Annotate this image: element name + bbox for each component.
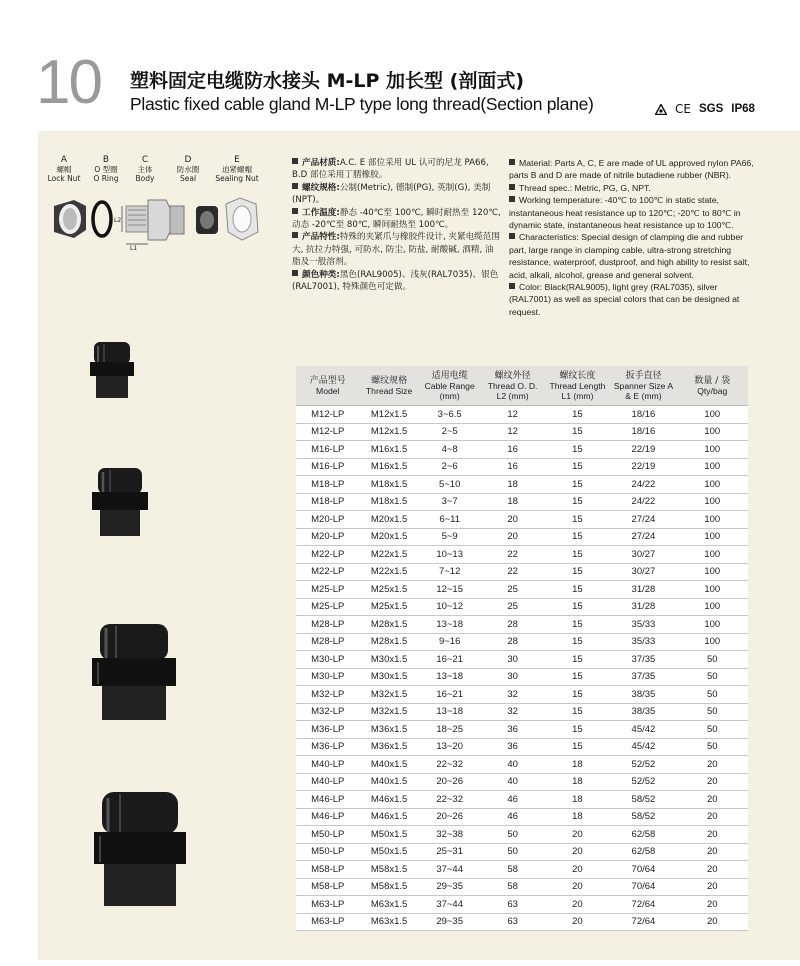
cell-spanner-size: 52/52: [610, 756, 676, 774]
o-ring-part: [93, 202, 111, 236]
cell-cable-range: 12~15: [419, 581, 481, 599]
cell-cable-range: 22~32: [419, 756, 481, 774]
cell-spanner-size: 18/16: [610, 406, 676, 424]
cell-qty: 100: [677, 511, 748, 529]
cell-qty: 20: [677, 756, 748, 774]
cell-cable-range: 29~35: [419, 913, 481, 931]
col-header-thread-length: 螺纹长度 Thread Length L1 (mm): [545, 366, 611, 406]
cell-spanner-size: 30/27: [610, 563, 676, 581]
cell-model: M40-LP: [296, 756, 360, 774]
cell-cable-range: 20~26: [419, 773, 481, 791]
tuv-triangle-icon: [655, 104, 667, 115]
cell-qty: 20: [677, 843, 748, 861]
cell-qty: 50: [677, 703, 748, 721]
table-row: [296, 511, 748, 529]
table-row: [296, 528, 748, 546]
table-header-row: [296, 366, 748, 406]
cell-thread-od: 30: [481, 651, 545, 669]
cell-qty: 100: [677, 476, 748, 494]
cell-thread-size: M32x1.5: [360, 703, 419, 721]
cell-thread-length: 15: [545, 546, 611, 564]
cell-thread-size: M20x1.5: [360, 511, 419, 529]
col-header-thread-size: 螺纹规格 Thread Size: [360, 366, 419, 406]
spec-cn-item: 产品材质:A.C. E 部位采用 UL 认可的尼龙 PA66, B.D 部位采用丁腈橡胶。: [292, 158, 489, 181]
cell-thread-length: 15: [545, 668, 611, 686]
cell-thread-size: M22x1.5: [360, 546, 419, 564]
cell-model: M30-LP: [296, 668, 360, 686]
cell-cable-range: 16~21: [419, 686, 481, 704]
cell-thread-od: 32: [481, 703, 545, 721]
cell-thread-length: 15: [545, 703, 611, 721]
spec-cn-item: 产品特性:特殊的夹紧爪与橡胶件设计, 夹紧电缆范围大, 抗拉力特强, 可防水, 防尘, 防盐, 耐酸碱, 酒精, 油脂及一般溶剂。: [292, 232, 500, 268]
cell-thread-length: 15: [545, 686, 611, 704]
spec-chinese: [292, 157, 502, 293]
cell-cable-range: 20~26: [419, 808, 481, 826]
cell-cable-range: 37~44: [419, 861, 481, 879]
table-row: [296, 738, 748, 756]
seal-part: [196, 206, 218, 234]
title-english: Plastic fixed cable gland M-LP type long thread(Section plane): [130, 94, 594, 114]
cell-model: M36-LP: [296, 738, 360, 756]
table-row: [296, 756, 748, 774]
cell-cable-range: 29~35: [419, 878, 481, 896]
cell-spanner-size: 70/64: [610, 878, 676, 896]
cell-thread-size: M46x1.5: [360, 791, 419, 809]
cell-qty: 20: [677, 861, 748, 879]
cell-thread-length: 20: [545, 826, 611, 844]
cell-qty: 50: [677, 738, 748, 756]
certification-marks: [655, 102, 755, 116]
cell-spanner-size: 62/58: [610, 843, 676, 861]
page-number: 10: [36, 48, 101, 117]
spec-table: [296, 366, 748, 931]
cell-thread-length: 15: [545, 441, 611, 459]
cell-model: M12-LP: [296, 423, 360, 441]
cell-spanner-size: 35/33: [610, 633, 676, 651]
sealing-nut-part: [226, 198, 258, 240]
table-row: [296, 633, 748, 651]
table-row: [296, 913, 748, 931]
cell-model: M12-LP: [296, 406, 360, 424]
cell-cable-range: 32~38: [419, 826, 481, 844]
cell-cable-range: 2~5: [419, 423, 481, 441]
cell-thread-length: 15: [545, 616, 611, 634]
cell-qty: 100: [677, 528, 748, 546]
cell-spanner-size: 18/16: [610, 423, 676, 441]
cell-spanner-size: 72/64: [610, 896, 676, 914]
cell-thread-length: 15: [545, 476, 611, 494]
cell-thread-length: 15: [545, 721, 611, 739]
cell-model: M28-LP: [296, 633, 360, 651]
cell-thread-length: 20: [545, 913, 611, 931]
l1-dimension-label: L1: [130, 245, 138, 250]
cell-thread-size: M63x1.5: [360, 896, 419, 914]
cell-qty: 100: [677, 546, 748, 564]
cell-qty: 100: [677, 563, 748, 581]
cell-thread-size: M50x1.5: [360, 843, 419, 861]
table-row: [296, 616, 748, 634]
spec-cn-item: 螺纹规格:公制(Metric), 德制(PG), 英制(G), 美制(NPT)。: [292, 182, 491, 206]
table-body: [296, 406, 748, 931]
table-row: [296, 476, 748, 494]
title-chinese: 塑料固定电缆防水接头 M-LP 加长型 (剖面式): [130, 70, 525, 92]
product-image-xlarge: [90, 784, 190, 914]
table-row: [296, 441, 748, 459]
cell-spanner-size: 37/35: [610, 668, 676, 686]
cell-thread-od: 58: [481, 861, 545, 879]
cell-model: M40-LP: [296, 773, 360, 791]
part-label-b: B O 型圈 O Ring: [93, 155, 119, 183]
cell-thread-size: M58x1.5: [360, 878, 419, 896]
cell-thread-length: 20: [545, 861, 611, 879]
cell-model: M22-LP: [296, 563, 360, 581]
cell-thread-length: 20: [545, 843, 611, 861]
cell-thread-size: M28x1.5: [360, 633, 419, 651]
cell-model: M18-LP: [296, 476, 360, 494]
cell-thread-size: M32x1.5: [360, 686, 419, 704]
cell-thread-size: M18x1.5: [360, 476, 419, 494]
cell-cable-range: 3~6.5: [419, 406, 481, 424]
cell-thread-size: M58x1.5: [360, 861, 419, 879]
cell-spanner-size: 30/27: [610, 546, 676, 564]
cell-thread-od: 32: [481, 686, 545, 704]
cell-model: M50-LP: [296, 843, 360, 861]
cell-thread-size: M36x1.5: [360, 721, 419, 739]
cell-spanner-size: 37/35: [610, 651, 676, 669]
cell-qty: 50: [677, 686, 748, 704]
cell-cable-range: 25~31: [419, 843, 481, 861]
cell-thread-length: 20: [545, 878, 611, 896]
cell-spanner-size: 24/22: [610, 493, 676, 511]
cell-thread-od: 46: [481, 808, 545, 826]
cell-spanner-size: 45/42: [610, 721, 676, 739]
cell-thread-od: 28: [481, 633, 545, 651]
cell-spanner-size: 70/64: [610, 861, 676, 879]
cell-model: M50-LP: [296, 826, 360, 844]
table-row: [296, 546, 748, 564]
table-row: [296, 826, 748, 844]
cell-thread-length: 15: [545, 528, 611, 546]
part-label-a: A 螺帽 Lock Nut: [47, 155, 81, 183]
cell-thread-size: M63x1.5: [360, 913, 419, 931]
table-row: [296, 703, 748, 721]
cell-thread-size: M36x1.5: [360, 738, 419, 756]
body-part: [114, 200, 184, 250]
cell-thread-od: 50: [481, 843, 545, 861]
cell-cable-range: 22~32: [419, 791, 481, 809]
table-row: [296, 563, 748, 581]
cell-thread-od: 12: [481, 406, 545, 424]
cell-thread-length: 15: [545, 633, 611, 651]
cell-thread-size: M18x1.5: [360, 493, 419, 511]
table-row: [296, 686, 748, 704]
cell-model: M58-LP: [296, 861, 360, 879]
cell-thread-length: 18: [545, 756, 611, 774]
cell-thread-size: M30x1.5: [360, 668, 419, 686]
cell-model: M22-LP: [296, 546, 360, 564]
exploded-parts-illustration: [44, 192, 274, 250]
cell-cable-range: 4~8: [419, 441, 481, 459]
cell-qty: 100: [677, 493, 748, 511]
cell-thread-od: 28: [481, 616, 545, 634]
table-row: [296, 896, 748, 914]
cell-thread-size: M16x1.5: [360, 458, 419, 476]
table-row: [296, 878, 748, 896]
cell-cable-range: 5~10: [419, 476, 481, 494]
cell-qty: 20: [677, 808, 748, 826]
cell-thread-length: 15: [545, 511, 611, 529]
cell-thread-od: 18: [481, 476, 545, 494]
col-header-cable-range: 适用电缆 Cable Range (mm): [419, 366, 481, 406]
table-row: [296, 721, 748, 739]
cell-qty: 50: [677, 651, 748, 669]
cell-model: M16-LP: [296, 441, 360, 459]
part-label-c: C 主体 Body: [135, 155, 155, 183]
table-row: [296, 651, 748, 669]
cell-thread-od: 40: [481, 773, 545, 791]
ip-rating: IP68: [731, 103, 755, 115]
spec-cn-item: 工作温度:静态 -40℃至 100℃, 瞬时耐热至 120℃, 动态 -20℃至 80℃, 瞬间耐热至 100℃。: [292, 207, 501, 231]
spec-en-item: Color: Black(RAL9005), light grey (RAL7035), silver (RAL7001) as well as special colors that can be designed at request.: [509, 282, 740, 317]
table-row: [296, 861, 748, 879]
cell-qty: 20: [677, 878, 748, 896]
col-header-qty: 数量 / 袋 Qty/bag: [677, 366, 748, 406]
table-row: [296, 493, 748, 511]
cell-cable-range: 18~25: [419, 721, 481, 739]
cell-model: M25-LP: [296, 598, 360, 616]
cell-thread-size: M50x1.5: [360, 826, 419, 844]
cell-model: M20-LP: [296, 528, 360, 546]
cell-cable-range: 2~6: [419, 458, 481, 476]
cell-thread-size: M25x1.5: [360, 581, 419, 599]
product-image-medium: [88, 462, 152, 542]
cell-thread-length: 15: [545, 458, 611, 476]
cell-cable-range: 37~44: [419, 896, 481, 914]
spec-en-item: Working temperature: -40℃ to 100℃ in static state, instantaneous heat resistance up to 120℃; -20℃ to 80℃ in dynamic state, instantaneous heat resistance up to 100℃.: [509, 195, 741, 231]
col-header-model: 产品型号 Model: [296, 366, 360, 406]
cell-thread-od: 16: [481, 441, 545, 459]
cell-qty: 100: [677, 598, 748, 616]
spec-cn-item: 颜色种类:黑色(RAL9005)、浅灰(RAL7035)、银色(RAL7001), 特殊颜色可定做。: [292, 269, 499, 293]
cell-spanner-size: 72/64: [610, 913, 676, 931]
cell-cable-range: 13~18: [419, 616, 481, 634]
cell-thread-od: 36: [481, 721, 545, 739]
cell-spanner-size: 31/28: [610, 598, 676, 616]
cell-thread-length: 15: [545, 651, 611, 669]
cell-model: M63-LP: [296, 913, 360, 931]
cell-qty: 100: [677, 423, 748, 441]
cell-thread-length: 15: [545, 493, 611, 511]
cell-thread-od: 22: [481, 563, 545, 581]
cell-model: M63-LP: [296, 896, 360, 914]
cell-thread-size: M30x1.5: [360, 651, 419, 669]
product-image-small: [84, 336, 140, 404]
table-row: [296, 598, 748, 616]
cell-qty: 50: [677, 721, 748, 739]
cell-model: M28-LP: [296, 616, 360, 634]
part-label-d: D 防水圈 Seal: [176, 155, 200, 183]
cell-thread-length: 18: [545, 773, 611, 791]
cell-qty: 20: [677, 826, 748, 844]
cell-cable-range: 13~18: [419, 703, 481, 721]
table-row: [296, 843, 748, 861]
sgs-mark: SGS: [698, 103, 724, 115]
cell-spanner-size: 35/33: [610, 616, 676, 634]
cell-thread-size: M20x1.5: [360, 528, 419, 546]
cell-qty: 20: [677, 791, 748, 809]
cell-thread-size: M12x1.5: [360, 423, 419, 441]
table-row: [296, 808, 748, 826]
spec-en-item: Material: Parts A, C, E are made of UL approved nylon PA66, parts B and D are made of nitrile butadiene rubber (NBR).: [509, 158, 754, 181]
cell-spanner-size: 27/24: [610, 528, 676, 546]
cell-thread-od: 63: [481, 896, 545, 914]
cell-thread-size: M40x1.5: [360, 756, 419, 774]
cell-thread-od: 20: [481, 511, 545, 529]
cell-model: M32-LP: [296, 686, 360, 704]
cell-thread-od: 16: [481, 458, 545, 476]
cell-qty: 20: [677, 773, 748, 791]
table-row: [296, 668, 748, 686]
cell-thread-size: M40x1.5: [360, 773, 419, 791]
cell-thread-length: 15: [545, 563, 611, 581]
cell-qty: 20: [677, 896, 748, 914]
l2-dimension-label: L2: [114, 217, 122, 224]
cell-model: M32-LP: [296, 703, 360, 721]
cell-thread-od: 25: [481, 598, 545, 616]
cell-thread-size: M12x1.5: [360, 406, 419, 424]
cell-thread-size: M46x1.5: [360, 808, 419, 826]
spec-en-item: Thread spec.: Metric, PG, G, NPT.: [509, 182, 754, 194]
cell-qty: 100: [677, 441, 748, 459]
spec-en-item: Characteristics: Special design of clamping die and rubber part, large range in clamping cable, ultra-strong stretching resistance, waterproof, dustproof, and high ability to resist salt, acid, alkali, alcohol, grease and general solvent.: [509, 232, 750, 280]
cell-qty: 100: [677, 581, 748, 599]
cell-spanner-size: 52/52: [610, 773, 676, 791]
cell-spanner-size: 38/35: [610, 686, 676, 704]
cell-model: M46-LP: [296, 808, 360, 826]
col-header-spanner-size: 扳手直径 Spanner Size A & E (mm): [610, 366, 676, 406]
cell-cable-range: 10~13: [419, 546, 481, 564]
cell-thread-size: M16x1.5: [360, 441, 419, 459]
cell-cable-range: 13~18: [419, 668, 481, 686]
cell-cable-range: 13~20: [419, 738, 481, 756]
cell-thread-size: M28x1.5: [360, 616, 419, 634]
cell-spanner-size: 45/42: [610, 738, 676, 756]
table-row: [296, 581, 748, 599]
cell-spanner-size: 27/24: [610, 511, 676, 529]
cell-model: M36-LP: [296, 721, 360, 739]
part-label-e: E 迫紧螺帽 Sealing Nut: [215, 155, 259, 183]
cell-thread-length: 20: [545, 896, 611, 914]
cell-model: M16-LP: [296, 458, 360, 476]
cell-thread-od: 22: [481, 546, 545, 564]
spec-english: [509, 157, 754, 318]
cell-thread-od: 20: [481, 528, 545, 546]
cell-thread-length: 15: [545, 581, 611, 599]
table-row: [296, 423, 748, 441]
cell-model: M46-LP: [296, 791, 360, 809]
cell-thread-od: 63: [481, 913, 545, 931]
col-header-thread-od: 螺纹外径 Thread O. D. L2 (mm): [481, 366, 545, 406]
cell-thread-length: 15: [545, 423, 611, 441]
cell-cable-range: 6~11: [419, 511, 481, 529]
cell-thread-od: 58: [481, 878, 545, 896]
cell-model: M18-LP: [296, 493, 360, 511]
cell-qty: 50: [677, 668, 748, 686]
cell-qty: 100: [677, 406, 748, 424]
cell-thread-size: M25x1.5: [360, 598, 419, 616]
cell-spanner-size: 58/52: [610, 791, 676, 809]
cell-thread-od: 30: [481, 668, 545, 686]
cell-qty: 100: [677, 633, 748, 651]
cell-thread-size: M22x1.5: [360, 563, 419, 581]
cell-spanner-size: 31/28: [610, 581, 676, 599]
product-image-large: [88, 616, 180, 726]
cell-model: M25-LP: [296, 581, 360, 599]
cell-thread-length: 15: [545, 598, 611, 616]
table-row: [296, 773, 748, 791]
cell-thread-od: 18: [481, 493, 545, 511]
cell-thread-length: 18: [545, 791, 611, 809]
cell-spanner-size: 58/52: [610, 808, 676, 826]
cell-model: M58-LP: [296, 878, 360, 896]
cell-thread-length: 15: [545, 406, 611, 424]
cell-cable-range: 7~12: [419, 563, 481, 581]
cell-thread-length: 15: [545, 738, 611, 756]
cell-spanner-size: 62/58: [610, 826, 676, 844]
cell-spanner-size: 24/22: [610, 476, 676, 494]
cell-spanner-size: 38/35: [610, 703, 676, 721]
cell-thread-od: 46: [481, 791, 545, 809]
cell-thread-od: 25: [481, 581, 545, 599]
cell-qty: 100: [677, 616, 748, 634]
cell-cable-range: 9~16: [419, 633, 481, 651]
cell-thread-length: 18: [545, 808, 611, 826]
cell-cable-range: 3~7: [419, 493, 481, 511]
cell-model: M30-LP: [296, 651, 360, 669]
cell-spanner-size: 22/19: [610, 441, 676, 459]
ce-mark: CE: [675, 102, 691, 116]
cell-spanner-size: 22/19: [610, 458, 676, 476]
table-row: [296, 406, 748, 424]
cell-cable-range: 5~9: [419, 528, 481, 546]
table-row: [296, 458, 748, 476]
cell-cable-range: 10~12: [419, 598, 481, 616]
cell-thread-od: 12: [481, 423, 545, 441]
cell-thread-od: 40: [481, 756, 545, 774]
cell-qty: 100: [677, 458, 748, 476]
table-row: [296, 791, 748, 809]
cell-cable-range: 16~21: [419, 651, 481, 669]
cell-thread-od: 50: [481, 826, 545, 844]
cell-model: M20-LP: [296, 511, 360, 529]
cell-qty: 20: [677, 913, 748, 931]
cell-thread-od: 36: [481, 738, 545, 756]
lock-nut-part: [54, 200, 86, 238]
